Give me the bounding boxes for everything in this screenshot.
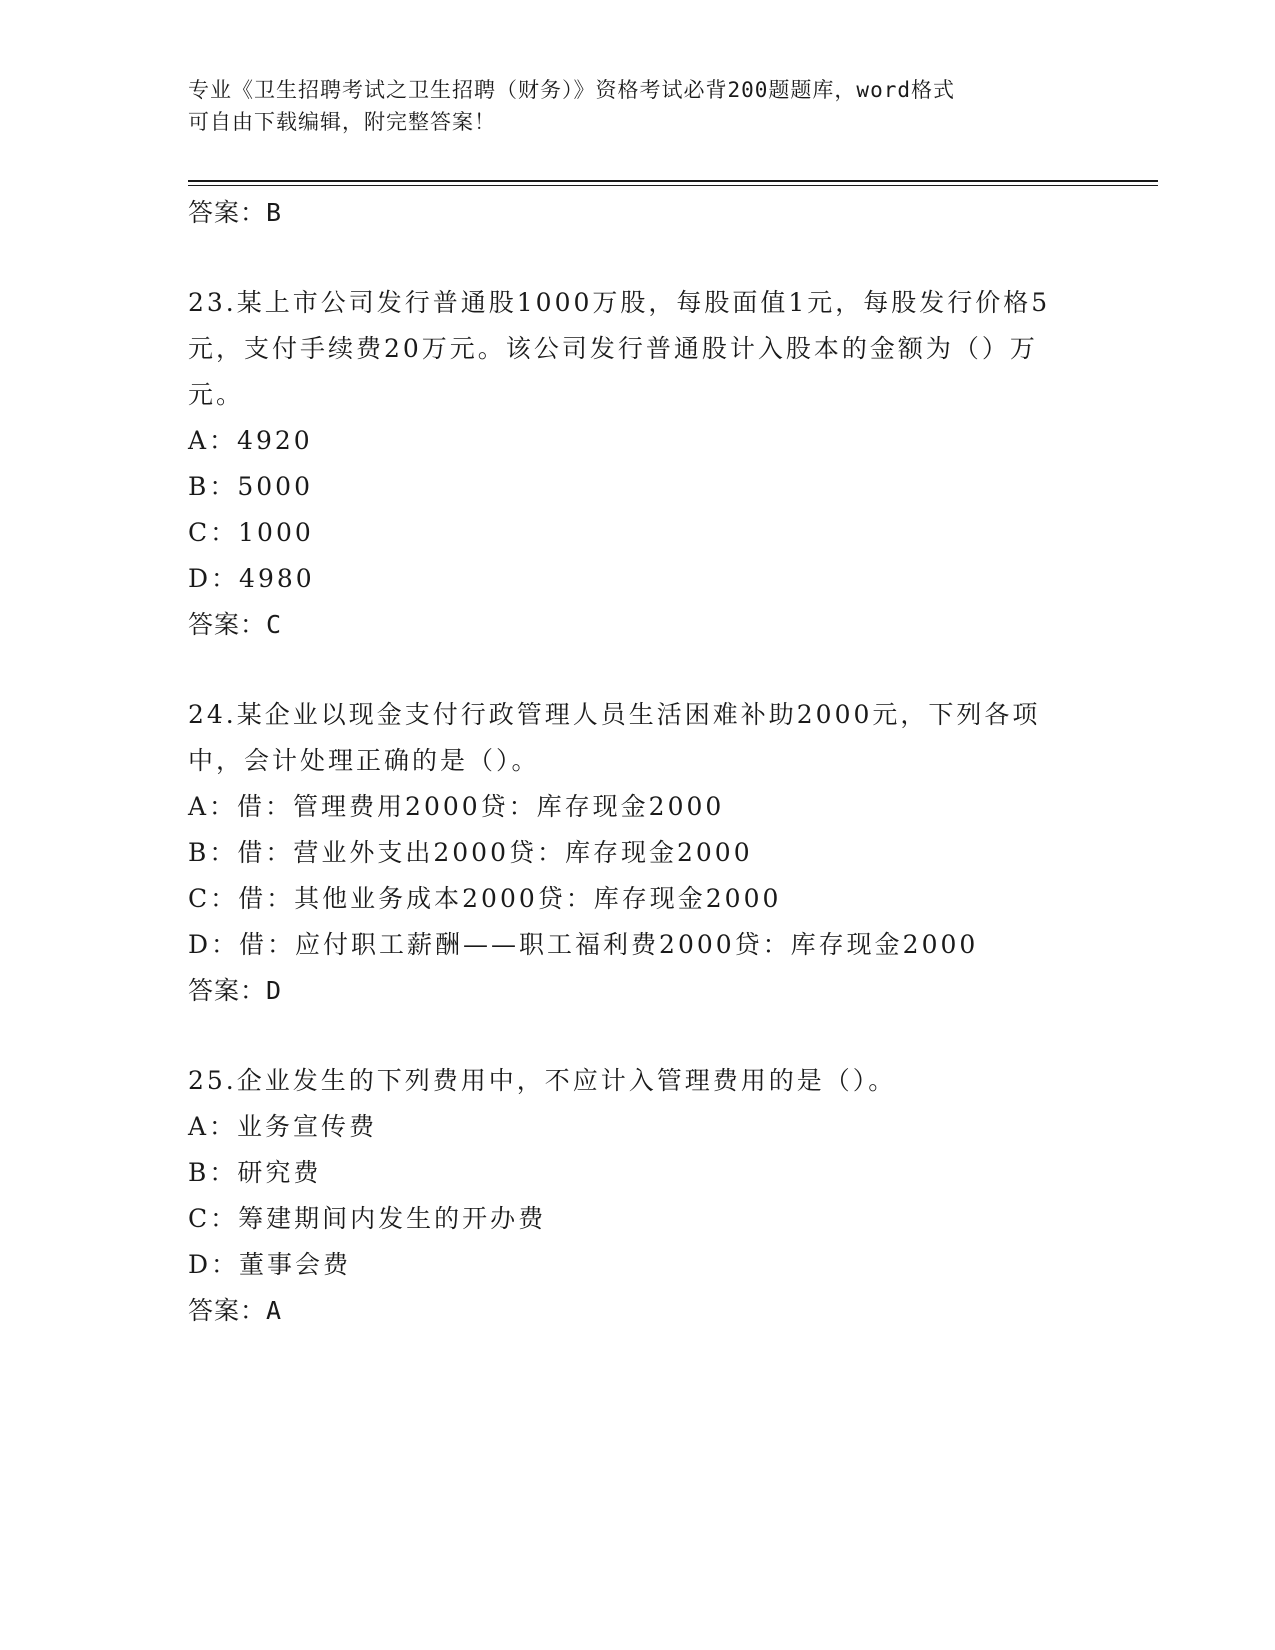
question-list — [188, 190, 1088, 1334]
option-d: D：借：应付职工薪酬——职工福利费2000贷：库存现金2000 — [188, 930, 979, 959]
option-c: C：筹建期间内发生的开办费 — [188, 1204, 547, 1233]
header-divider — [188, 180, 1158, 182]
answer: 答案：C — [188, 610, 283, 639]
option-b: B：借：营业外支出2000贷：库存现金2000 — [188, 838, 753, 867]
question-block-23 — [188, 280, 1088, 648]
document-header — [188, 74, 1068, 138]
answer: 答案：A — [188, 1296, 283, 1325]
option-c: C：1000 — [188, 518, 314, 547]
answer: 答案：D — [188, 976, 283, 1005]
option-c: C：借：其他业务成本2000贷：库存现金2000 — [188, 884, 782, 913]
header-line-2: 可自由下载编辑，附完整答案！ — [188, 110, 496, 134]
question-stem: 24.某企业以现金支付行政管理人员生活困难补助2000元，下列各项中，会计处理正确的是（）。 — [188, 700, 1041, 775]
question-block-25 — [188, 1058, 1088, 1334]
question-stem: 25.企业发生的下列费用中，不应计入管理费用的是（）。 — [188, 1066, 897, 1095]
question-stem: 23.某上市公司发行普通股1000万股，每股面值1元，每股发行价格5元，支付手续费20万元。该公司发行普通股计入股本的金额为（）万元。 — [188, 288, 1051, 409]
answer-22: 答案：B — [188, 198, 283, 227]
option-b: B：研究费 — [188, 1158, 322, 1187]
option-a: A：业务宣传费 — [188, 1112, 378, 1141]
question-block-24 — [188, 692, 1088, 1014]
header-line-1: 专业《卫生招聘考试之卫生招聘（财务）》资格考试必背200题题库，word格式 — [188, 78, 955, 102]
option-d: D：4980 — [188, 564, 315, 593]
option-a: A：借：管理费用2000贷：库存现金2000 — [188, 792, 725, 821]
option-b: B：5000 — [188, 472, 313, 501]
option-d: D：董事会费 — [188, 1250, 352, 1279]
header-divider-thin — [188, 185, 1158, 186]
option-a: A：4920 — [188, 426, 313, 455]
